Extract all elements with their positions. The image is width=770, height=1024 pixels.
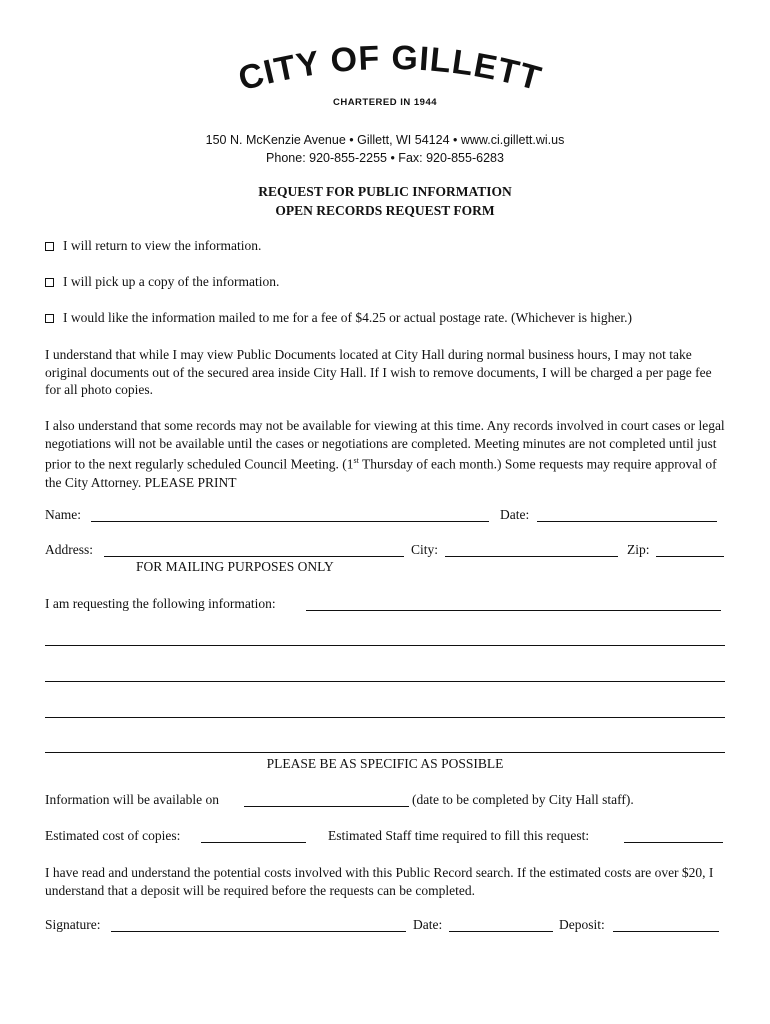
availability-text: I also understand that some records may not be available for viewing at this time. Any records involved in court cases or legal negotiations will not be available until the cases or negotiations are completed. Meeting minutes are not completed until just prior to the next regularly scheduled Council Meeting. (1 [45, 418, 725, 472]
specific-note: PLEASE BE AS SPECIFIC AS POSSIBLE [266, 756, 504, 771]
cost-label: Estimated cost of copies: [45, 828, 181, 843]
signature-label: Signature: [45, 917, 101, 932]
address-field[interactable] [104, 556, 404, 557]
available-note: (date to be completed by City Hall staff). [412, 792, 634, 807]
option-mail [45, 310, 632, 326]
policy-paragraph: I understand that while I may view Public Documents located at City Hall during normal business hours, I may not take original documents out of the secured area inside City Hall. If I wish to remove documents, I will be charged a per page fee for all photo copies. [45, 347, 712, 398]
form-title-line1: REQUEST FOR PUBLIC INFORMATION [258, 184, 512, 199]
form-title-line2: OPEN RECORDS REQUEST FORM [275, 203, 495, 218]
chartered-text: CHARTERED IN 1944 [332, 97, 438, 108]
date2-label: Date: [413, 917, 443, 932]
deposit-paragraph: I have read and understand the potential costs involved with this Public Record search. If the estimated costs are over $20, I understand that a deposit will be required before the requests can be completed. [45, 865, 714, 898]
option-pick-up [45, 274, 279, 290]
request-field-line3[interactable] [45, 681, 725, 682]
zip-label: Zip: [627, 542, 650, 557]
mailing-note: FOR MAILING PURPOSES ONLY [136, 559, 334, 574]
svg-text:CITY OF GILLETT [234, 39, 545, 99]
staff-time-field[interactable] [624, 842, 723, 843]
name-label: Name: [45, 507, 81, 522]
request-field-line5[interactable] [45, 752, 725, 753]
available-label: Information will be available on [45, 792, 219, 807]
available-date-field[interactable] [244, 806, 409, 807]
staff-time-label: Estimated Staff time required to fill this request: [328, 828, 590, 843]
ordinal-suffix: st [353, 456, 359, 466]
option-label: I will return to view the information. [63, 238, 262, 253]
zip-field[interactable] [656, 556, 724, 557]
checkbox-icon[interactable] [45, 278, 54, 287]
request-field-line2[interactable] [45, 645, 725, 646]
request-field-line1[interactable] [306, 610, 721, 611]
option-label: I will pick up a copy of the information. [63, 274, 280, 289]
date-field[interactable] [537, 521, 717, 522]
city-logo [230, 38, 550, 100]
option-return-view [45, 238, 261, 254]
deposit-field[interactable] [613, 931, 719, 932]
availability-paragraph [45, 417, 727, 491]
address-line: 150 N. McKenzie Avenue • Gillett, WI 54124 • www.ci.gillett.wi.us [205, 133, 565, 147]
date2-field[interactable] [449, 931, 553, 932]
checkbox-icon[interactable] [45, 242, 54, 251]
deposit-label: Deposit: [559, 917, 605, 932]
city-name-arc [230, 38, 550, 100]
requesting-label: I am requesting the following information: [45, 596, 276, 611]
name-field[interactable] [91, 521, 489, 522]
checkbox-icon[interactable] [45, 314, 54, 323]
city-label: City: [411, 542, 439, 557]
cost-field[interactable] [201, 842, 306, 843]
city-name: CITY OF GILLETT [234, 38, 546, 99]
phone-line: Phone: 920-855-2255 • Fax: 920-855-6283 [266, 151, 504, 165]
availability-text-end: Thursday of each month.) Some requests may require approval of the City Attorney. PLEASE PRINT [45, 456, 717, 490]
signature-field[interactable] [111, 931, 406, 932]
city-field[interactable] [445, 556, 618, 557]
address-label: Address: [45, 542, 93, 557]
date-label: Date: [500, 507, 530, 522]
option-label: I would like the information mailed to me for a fee of $4.25 or actual postage rate. (Whichever is higher.) [63, 310, 633, 325]
request-field-line4[interactable] [45, 717, 725, 718]
